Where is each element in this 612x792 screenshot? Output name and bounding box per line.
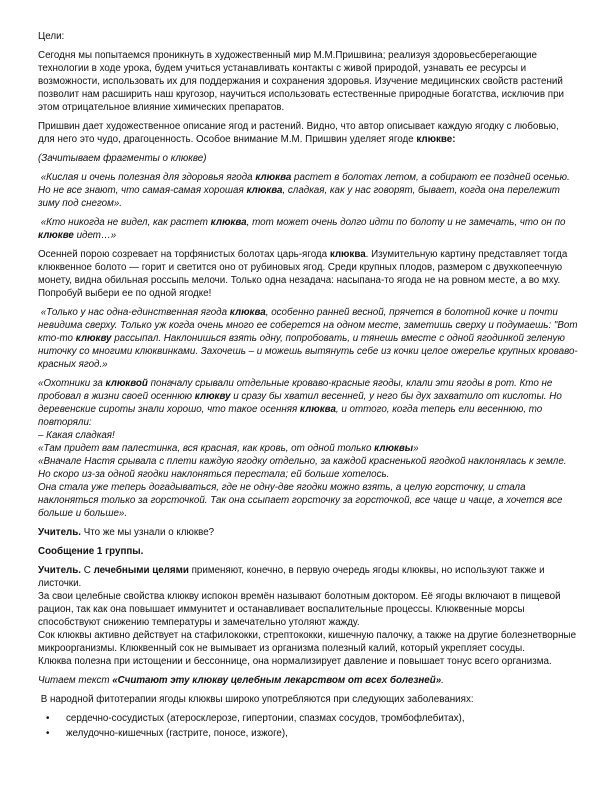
prishvin-paragraph: [38, 120, 578, 146]
bullet-icon: •: [46, 728, 50, 739]
teacher-question: Учитель. Что же мы узнали о клюкве?: [38, 527, 215, 538]
quote-6: Она стала уже теперь догадываться, где не одну-две ягодки можно взять, а целую горсточку, и стала наклоняться только за горсточкой. Так она ссыпает горсточку за горсточкой, все чаще и чаще, а хочется все больше и больше».: [38, 482, 563, 519]
info-line-1: За свои целебные свойства клюкву испокон времён называют болотным доктором. Её ягоды включают в пищевой рацион, так как она повышает иммунитет и останавливает воспалительные процессы. Клюквенные морсы способствуют снижению температуры и замечательно утоляют жажду.: [38, 591, 561, 628]
reading-text-line: Читаем текст «Считают эту клюкву целебным лекарством от всех болезней».: [38, 675, 444, 686]
prishvin-text: Пришвин дает художественное описание ягод и растений. Видно, что автор описывает каждую ягодку с любовью, для него это чудо, драгоценность. Особое внимание М.М. Пришвин уделяет ягоде: [38, 121, 559, 145]
goals-paragraph: Сегодня мы попытаемся проникнуть в художественный мир М.М.Пришвина; реализуя здоровьесберегающие технологии в ходе урока, будем учиться устанавливать контакты с живой природой, узнавать ее ресурсы и возможности, использовать их для поддержания и сохранения здоровья. Изучение медицинских свойств растений позволит нам расширить наш кругозор, научиться использовать естественные природные богатства, исключив при этом отрицательное влияние химических препаратов.: [38, 50, 564, 113]
prishvin-bold: клюкве:: [416, 134, 456, 145]
disease-list: [38, 712, 578, 740]
dialog-line-1: – Какая сладкая!: [38, 430, 115, 441]
folk-intro: В народной фитотерапии ягоды клюквы широко употребляются при следующих заболеваниях:: [40, 694, 474, 705]
bullet-icon: •: [46, 713, 50, 724]
group-message-heading: Сообщение 1 группы.: [38, 546, 144, 557]
list-item: • сердечно-сосудистых (атеросклерозе, гипертонии, спазмах сосудов, тромбофлебитах),: [46, 713, 465, 724]
info-line-3: Клюква полезна при истощении и бессоннице, она нормализирует давление и повышает тонус всего организма.: [38, 656, 552, 667]
list-item: • желудочно-кишечных (гастрите, поносе, изжоге),: [46, 728, 288, 739]
document-page: [38, 30, 578, 742]
quote-5: «Вначале Настя срывала с плети каждую ягодку отдельно, за каждой красненькой ягодкой наклонялась к земле. Но скоро из-за одной ягодки наклоняться перестала; ей больше хотелось.: [38, 456, 567, 480]
quote-2: «Кто никогда не видел, как растет клюква, тот может очень долго идти по болоту и не замечать, что он по клюкве идет…»: [38, 217, 566, 241]
quote-4: «Охотники за клюквой поначалу срывали отдельные кроваво-красные ягоды, клали эти ягоды в рот. Кто не пробовал в жизни своей осеннюю клюкву и сразу бы хватил весенней, у него бы дух захватило от кислоты. Но деревенские сироты знали хорошо, что такое осенняя клюква, и оттого, когда теперь ели весеннюю, то повторяли:: [38, 378, 562, 428]
reading-note: (Зачитываем фрагменты о клюкве): [38, 153, 207, 164]
info-line-2: Сок клюквы активно действует на стафилококки, стрептококки, кишечную палочку, а также на другие болезнетворные микроорганизмы. Клюквенный сок не вымывает из организма полезный калий, который укрепляет сосуды.: [38, 630, 577, 654]
quote-3: «Только у нас одна-единственная ягода клюква, особенно ранней весной, прячется в болотной кочке и почти невидима сверху. Только уж когда очень много ее соберется на одном месте, заметишь сверху и подумаешь: "Вот кто-то клюкву рассыпал. Наклонишься взять одну, попробовать, и тянешь вместе с одной ягодинкой зеленую ниточку со многими клюквинками. Захочешь – и можешь вытянуть себе из кочки целое ожерелье крупных кроваво-красных ягод.»: [38, 307, 578, 370]
dialog-line-2: «Там придет вам палестинка, вся красная, как кровь, от одной только клюквы»: [38, 443, 419, 454]
quote-1: «Кислая и очень полезная для здоровья ягода клюква растет в болотах летом, а собирают ее поздней осенью. Но не все знают, что самая-самая хорошая клюква, сладкая, как у нас говорят, бывает, когда она перележит зиму под снегом».: [38, 172, 570, 209]
goals-heading: Цели:: [38, 31, 65, 42]
teacher-info: Учитель. С лечебными целями применяют, конечно, в первую очередь ягоды клюквы, но используют также и листочки.: [38, 565, 545, 589]
autumn-paragraph: Осенней порою созревает на торфянистых болотах царь-ягода клюква. Изумительную картину представляет тогда клюквенное болото — горит и светится оно от рубиновых ягод. Среди крупных плодов, размером с двухкопеечную монету, видна обильная россыпь мелочи. Только одна незадача: насыпана-то ягода не на ровном месте, а во мху. Попробуй выбери ее по одной ягодке!: [38, 249, 568, 299]
